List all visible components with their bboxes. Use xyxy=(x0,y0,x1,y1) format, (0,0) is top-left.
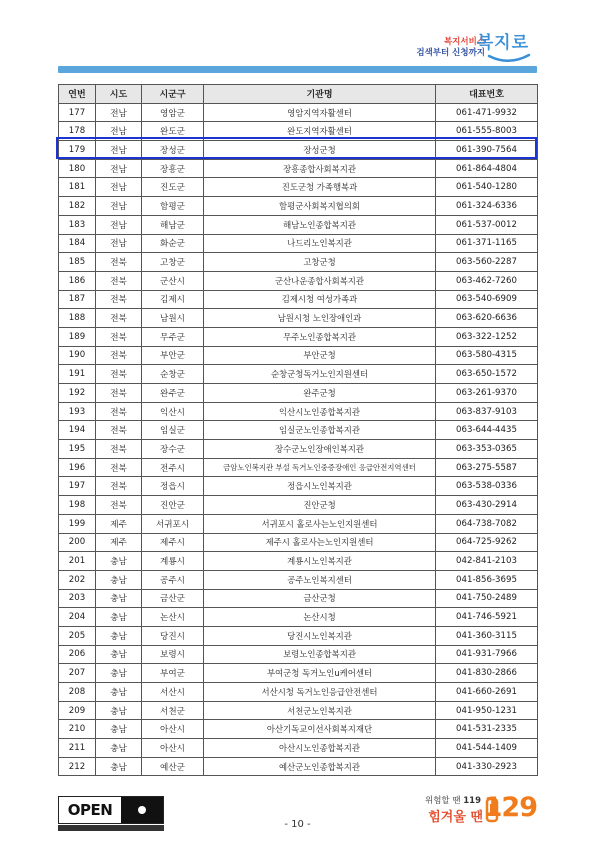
row-agency: 진안군청 xyxy=(204,496,436,515)
table-row xyxy=(59,402,538,421)
row-agency: 장흥종합사회복지관 xyxy=(204,159,436,178)
open-logo-text: OPEN xyxy=(67,801,113,819)
row-province: 전북 xyxy=(96,458,142,477)
row-province: 전남 xyxy=(96,103,142,122)
row-province: 전남 xyxy=(96,178,142,197)
row-agency: 아산시노인종합복지관 xyxy=(204,739,436,758)
row-agency: 완주군청 xyxy=(204,384,436,403)
header-divider-bar xyxy=(58,66,537,73)
row-agency: 부안군청 xyxy=(204,346,436,365)
table-row xyxy=(59,552,538,571)
row-phone: 064-725-9262 xyxy=(436,533,538,552)
table-row xyxy=(59,589,538,608)
row-agency: 남원시청 노인장애인과 xyxy=(204,309,436,328)
row-district: 군산시 xyxy=(142,271,204,290)
row-agency: 제주시 홀로사는노인지원센터 xyxy=(204,533,436,552)
row-number: 188 xyxy=(59,309,96,328)
row-district: 계룡시 xyxy=(142,552,204,571)
row-province: 전북 xyxy=(96,253,142,272)
row-district: 영암군 xyxy=(142,103,204,122)
row-province: 충남 xyxy=(96,626,142,645)
row-number: 178 xyxy=(59,122,96,141)
table-row xyxy=(59,141,538,160)
row-phone: 063-620-6636 xyxy=(436,309,538,328)
table-row xyxy=(59,197,538,216)
row-phone: 064-738-7082 xyxy=(436,514,538,533)
brand-tagline xyxy=(416,37,485,59)
row-agency: 임실군노인종합복지관 xyxy=(204,421,436,440)
row-agency: 무주노인종합복지관 xyxy=(204,327,436,346)
row-phone: 063-650-1572 xyxy=(436,365,538,384)
table-row xyxy=(59,720,538,739)
hotline-number: 129 xyxy=(483,792,537,823)
brand-tagline-line1: 복지서비스 xyxy=(443,37,485,47)
row-province: 충남 xyxy=(96,664,142,683)
row-number: 207 xyxy=(59,664,96,683)
row-district: 제주시 xyxy=(142,533,204,552)
row-phone: 041-544-1409 xyxy=(436,739,538,758)
row-agency: 순창군청독거노인지원센터 xyxy=(204,365,436,384)
row-district: 해남군 xyxy=(142,215,204,234)
table-row xyxy=(59,271,538,290)
row-number: 193 xyxy=(59,402,96,421)
col-header-phone: 대표번호 xyxy=(436,85,538,104)
brand-tagline-line2: 검색부터 신청까지 xyxy=(416,48,485,58)
table-row xyxy=(59,103,538,122)
row-phone: 061-471-9932 xyxy=(436,103,538,122)
col-header-province: 시도 xyxy=(96,85,142,104)
row-number: 185 xyxy=(59,253,96,272)
row-district: 익산시 xyxy=(142,402,204,421)
col-header-district: 시군구 xyxy=(142,85,204,104)
row-number: 196 xyxy=(59,458,96,477)
page-number: - 10 - xyxy=(284,819,311,830)
table-row xyxy=(59,346,538,365)
row-district: 진도군 xyxy=(142,178,204,197)
row-phone: 063-538-0336 xyxy=(436,477,538,496)
row-number: 200 xyxy=(59,533,96,552)
row-district: 진안군 xyxy=(142,496,204,515)
row-district: 공주시 xyxy=(142,570,204,589)
table-row xyxy=(59,365,538,384)
table-row xyxy=(59,327,538,346)
row-number: 187 xyxy=(59,290,96,309)
table-row xyxy=(59,739,538,758)
table-row xyxy=(59,253,538,272)
row-province: 전북 xyxy=(96,440,142,459)
bokjiro-logo: 복지로 xyxy=(476,33,529,53)
table-row xyxy=(59,645,538,664)
row-number: 190 xyxy=(59,346,96,365)
row-agency: 금산군청 xyxy=(204,589,436,608)
row-province: 충남 xyxy=(96,570,142,589)
row-district: 전주시 xyxy=(142,458,204,477)
row-number: 202 xyxy=(59,570,96,589)
row-phone: 041-660-2691 xyxy=(436,683,538,702)
row-agency: 진도군청 가족행복과 xyxy=(204,178,436,197)
row-district: 완주군 xyxy=(142,384,204,403)
row-agency: 정읍시노인복지관 xyxy=(204,477,436,496)
row-phone: 041-330-2923 xyxy=(436,757,538,776)
row-agency: 함평군사회복지협의회 xyxy=(204,197,436,216)
table-row xyxy=(59,159,538,178)
row-district: 장수군 xyxy=(142,440,204,459)
row-phone: 061-537-0012 xyxy=(436,215,538,234)
table-row xyxy=(59,533,538,552)
row-province: 전남 xyxy=(96,234,142,253)
row-number: 182 xyxy=(59,197,96,216)
table-row xyxy=(59,514,538,533)
row-phone: 061-371-1165 xyxy=(436,234,538,253)
row-number: 201 xyxy=(59,552,96,571)
row-number: 198 xyxy=(59,496,96,515)
row-number: 195 xyxy=(59,440,96,459)
row-district: 김제시 xyxy=(142,290,204,309)
row-province: 제주 xyxy=(96,514,142,533)
row-number: 206 xyxy=(59,645,96,664)
row-province: 전북 xyxy=(96,327,142,346)
row-district: 금산군 xyxy=(142,589,204,608)
row-province: 전남 xyxy=(96,159,142,178)
row-agency: 군산나운종합사회복지관 xyxy=(204,271,436,290)
row-district: 정읍시 xyxy=(142,477,204,496)
row-province: 전북 xyxy=(96,290,142,309)
table-body xyxy=(59,103,538,776)
table-row xyxy=(59,234,538,253)
row-phone: 041-360-3115 xyxy=(436,626,538,645)
row-province: 전북 xyxy=(96,421,142,440)
table-row xyxy=(59,570,538,589)
row-district: 화순군 xyxy=(142,234,204,253)
row-district: 무주군 xyxy=(142,327,204,346)
row-phone: 063-560-2287 xyxy=(436,253,538,272)
row-number: 181 xyxy=(59,178,96,197)
row-number: 179 xyxy=(59,141,96,160)
row-number: 210 xyxy=(59,720,96,739)
row-province: 전북 xyxy=(96,402,142,421)
row-district: 임실군 xyxy=(142,421,204,440)
row-phone: 061-390-7564 xyxy=(436,141,538,160)
row-district: 순창군 xyxy=(142,365,204,384)
row-phone: 063-275-5587 xyxy=(436,458,538,477)
row-district: 예산군 xyxy=(142,757,204,776)
row-province: 충남 xyxy=(96,608,142,627)
row-province: 제주 xyxy=(96,533,142,552)
table-row xyxy=(59,608,538,627)
row-province: 전남 xyxy=(96,141,142,160)
row-number: 192 xyxy=(59,384,96,403)
row-number: 209 xyxy=(59,701,96,720)
row-number: 186 xyxy=(59,271,96,290)
row-phone: 061-555-8003 xyxy=(436,122,538,141)
row-number: 197 xyxy=(59,477,96,496)
row-phone: 041-746-5921 xyxy=(436,608,538,627)
row-agency: 서산시청 독거노인응급안전센터 xyxy=(204,683,436,702)
row-number: 211 xyxy=(59,739,96,758)
table-row xyxy=(59,477,538,496)
row-province: 충남 xyxy=(96,739,142,758)
row-province: 전북 xyxy=(96,477,142,496)
row-phone: 063-580-4315 xyxy=(436,346,538,365)
row-province: 전북 xyxy=(96,346,142,365)
table-row xyxy=(59,215,538,234)
row-number: 184 xyxy=(59,234,96,253)
row-province: 전남 xyxy=(96,122,142,141)
row-district: 논산시 xyxy=(142,608,204,627)
row-district: 서천군 xyxy=(142,701,204,720)
row-agency: 부여군청 독거노인u케어센터 xyxy=(204,664,436,683)
row-number: 189 xyxy=(59,327,96,346)
row-number: 177 xyxy=(59,103,96,122)
row-province: 충남 xyxy=(96,589,142,608)
table-row xyxy=(59,309,538,328)
row-phone: 041-931-7966 xyxy=(436,645,538,664)
table-header-row xyxy=(59,85,538,104)
table-row xyxy=(59,664,538,683)
row-agency: 완도지역자활센터 xyxy=(204,122,436,141)
table-row xyxy=(59,757,538,776)
row-number: 203 xyxy=(59,589,96,608)
row-number: 212 xyxy=(59,757,96,776)
table-row xyxy=(59,421,538,440)
row-agency: 장수군노인장애인복지관 xyxy=(204,440,436,459)
row-district: 장흥군 xyxy=(142,159,204,178)
row-phone: 061-324-6336 xyxy=(436,197,538,216)
page-header xyxy=(0,0,595,74)
row-province: 충남 xyxy=(96,552,142,571)
row-district: 함평군 xyxy=(142,197,204,216)
row-phone: 063-430-2914 xyxy=(436,496,538,515)
row-number: 204 xyxy=(59,608,96,627)
row-number: 194 xyxy=(59,421,96,440)
page-footer xyxy=(0,790,595,841)
row-province: 전북 xyxy=(96,384,142,403)
row-district: 장성군 xyxy=(142,141,204,160)
row-province: 충남 xyxy=(96,683,142,702)
row-phone: 041-856-3695 xyxy=(436,570,538,589)
row-phone: 041-750-2489 xyxy=(436,589,538,608)
row-phone: 063-837-9103 xyxy=(436,402,538,421)
row-phone: 063-261-9370 xyxy=(436,384,538,403)
row-agency: 당진시노인복지관 xyxy=(204,626,436,645)
row-province: 전남 xyxy=(96,215,142,234)
row-province: 전북 xyxy=(96,309,142,328)
table-row xyxy=(59,683,538,702)
row-phone: 063-322-1252 xyxy=(436,327,538,346)
row-agency: 장성군청 xyxy=(204,141,436,160)
row-province: 전북 xyxy=(96,365,142,384)
row-district: 부안군 xyxy=(142,346,204,365)
row-agency: 계룡시노인복지관 xyxy=(204,552,436,571)
row-agency: 고창군청 xyxy=(204,253,436,272)
row-agency: 예산군노인종합복지관 xyxy=(204,757,436,776)
row-province: 전남 xyxy=(96,197,142,216)
row-phone: 061-540-1280 xyxy=(436,178,538,197)
table-row xyxy=(59,701,538,720)
row-phone: 042-841-2103 xyxy=(436,552,538,571)
row-province: 충남 xyxy=(96,757,142,776)
row-phone: 041-830-2866 xyxy=(436,664,538,683)
col-header-number: 연번 xyxy=(59,85,96,104)
row-district: 부여군 xyxy=(142,664,204,683)
row-district: 남원시 xyxy=(142,309,204,328)
col-header-agency: 기관명 xyxy=(204,85,436,104)
row-province: 충남 xyxy=(96,645,142,664)
row-number: 205 xyxy=(59,626,96,645)
row-district: 완도군 xyxy=(142,122,204,141)
row-agency: 영암지역자활센터 xyxy=(204,103,436,122)
row-agency: 서천군노인복지관 xyxy=(204,701,436,720)
row-phone: 063-462-7260 xyxy=(436,271,538,290)
table-row xyxy=(59,458,538,477)
row-phone: 041-531-2335 xyxy=(436,720,538,739)
row-province: 충남 xyxy=(96,701,142,720)
table-row xyxy=(59,384,538,403)
table-row xyxy=(59,496,538,515)
row-province: 충남 xyxy=(96,720,142,739)
table-row xyxy=(59,122,538,141)
row-agency: 김제시청 여성가족과 xyxy=(204,290,436,309)
row-agency: 해남노인종합복지관 xyxy=(204,215,436,234)
row-district: 아산시 xyxy=(142,720,204,739)
row-agency: 나드리노인복지관 xyxy=(204,234,436,253)
logo-swoosh-icon xyxy=(487,52,531,64)
table-row xyxy=(59,290,538,309)
row-phone: 063-540-6909 xyxy=(436,290,538,309)
row-district: 보령시 xyxy=(142,645,204,664)
agency-table xyxy=(58,84,538,776)
table-row xyxy=(59,440,538,459)
table-row xyxy=(59,178,538,197)
row-agency: 금암노인복지관 부설 독거노인중증장애인 응급안전지역센터 xyxy=(204,458,436,477)
row-province: 전북 xyxy=(96,271,142,290)
row-phone: 063-644-4435 xyxy=(436,421,538,440)
row-number: 183 xyxy=(59,215,96,234)
row-phone: 041-950-1231 xyxy=(436,701,538,720)
hotline-emergency: 위험할 땐 119 xyxy=(425,796,481,806)
row-district: 서귀포시 xyxy=(142,514,204,533)
row-phone: 063-353-0365 xyxy=(436,440,538,459)
row-agency: 서귀포시 홀로사는노인지원센터 xyxy=(204,514,436,533)
row-number: 208 xyxy=(59,683,96,702)
row-number: 191 xyxy=(59,365,96,384)
row-district: 고창군 xyxy=(142,253,204,272)
row-number: 199 xyxy=(59,514,96,533)
row-agency: 보령노인종합복지관 xyxy=(204,645,436,664)
row-agency: 익산시노인종합복지관 xyxy=(204,402,436,421)
row-agency: 논산시청 xyxy=(204,608,436,627)
row-district: 당진시 xyxy=(142,626,204,645)
row-number: 180 xyxy=(59,159,96,178)
row-province: 전북 xyxy=(96,496,142,515)
row-district: 서산시 xyxy=(142,683,204,702)
row-agency: 공주노인복지센터 xyxy=(204,570,436,589)
row-agency: 아산기독교이선사회복지재단 xyxy=(204,720,436,739)
table-row xyxy=(59,626,538,645)
row-district: 아산시 xyxy=(142,739,204,758)
hotline-tagline: 힘겨울 땐 xyxy=(428,810,483,825)
row-phone: 061-864-4804 xyxy=(436,159,538,178)
